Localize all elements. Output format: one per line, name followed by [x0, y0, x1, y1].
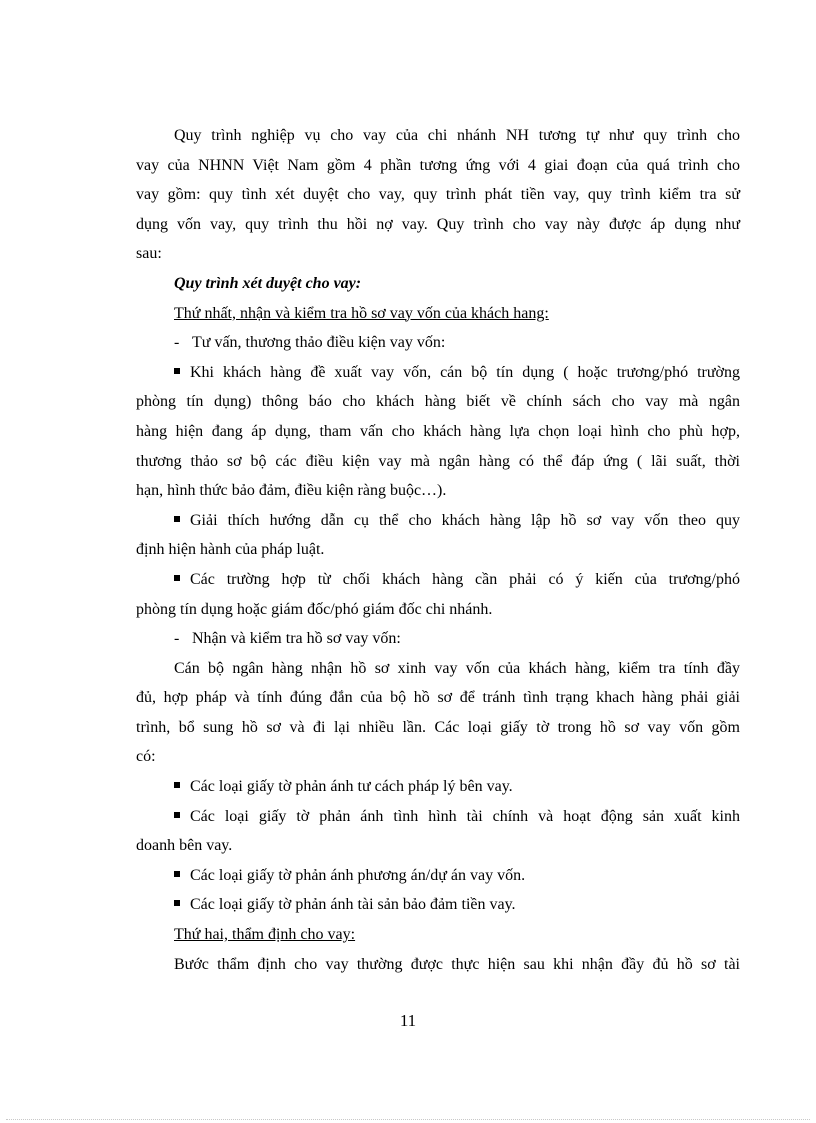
text-line: doanh bên vay. — [136, 837, 233, 855]
bullet-text: Các trường hợp từ chối khách hàng cần phải có ý kiến của trương/phó — [190, 570, 740, 588]
dash-item-text: Tư vấn, thương thảo điều kiện vay vốn: — [192, 334, 446, 352]
bullet-icon — [174, 900, 180, 906]
subheading: Thứ hai, thẩm định cho vay: — [174, 926, 356, 944]
text-line: sau: — [136, 245, 162, 263]
bullet-text: Giải thích hướng dẫn cụ thể cho khách hàng lập hồ sơ vay vốn theo quy — [190, 511, 740, 529]
text-line: thương thảo sơ bộ các điều kiện vay mà ngân hàng có thể đáp ứng ( lãi suất, thời — [136, 452, 740, 470]
bullet-icon — [174, 368, 180, 374]
bullet-icon — [174, 812, 180, 818]
dash-item-text: Nhận và kiểm tra hồ sơ vay vốn: — [192, 630, 401, 648]
dash-marker: - — [174, 630, 180, 648]
text-line: vay gồm: quy tình xét duyệt cho vay, quy trình phát tiền vay, quy trình kiểm tra sử — [136, 186, 740, 204]
bullet-text: Các loại giấy tờ phản ánh tư cách pháp lý bên vay. — [190, 778, 513, 796]
bullet-item — [136, 772, 740, 802]
page-number: 11 — [399, 1011, 417, 1030]
bullet-item-first-line — [136, 802, 740, 832]
text-line: vay của NHNN Việt Nam gồm 4 phần tương ứng với 4 giai đoạn của quá trình cho — [136, 156, 740, 174]
text-line: trình, bổ sung hồ sơ và đi lại nhiều lần. Các loại giấy tờ trong hồ sơ vay vốn gồm — [136, 718, 740, 736]
text-line: Quy trình nghiệp vụ cho vay của chi nhánh NH tương tự như quy trình cho — [174, 127, 740, 144]
bullet-text: Các loại giấy tờ phản ánh phương án/dự án vay vốn. — [190, 866, 526, 884]
bullet-item — [136, 861, 740, 891]
dash-item — [136, 328, 740, 358]
text-line: phòng tín dụng hoặc giám đốc/phó giám đốc chi nhánh. — [136, 600, 493, 618]
text-line: Cán bộ ngân hàng nhận hồ sơ xinh vay vốn của khách hàng, kiểm tra tính đầy — [174, 659, 740, 677]
bullet-icon — [174, 575, 180, 581]
text-line: hạn, hình thức bảo đảm, điều kiện ràng buộc…). — [136, 482, 447, 500]
bullet-text: Các loại giấy tờ phản ánh tình hình tài chính và hoạt động sản xuất kinh — [190, 807, 740, 825]
text-line: đủ, hợp pháp và tính đúng đắn của bộ hồ sơ để tránh tình trạng khach hàng phải giải — [136, 689, 740, 707]
text-line: dụng vốn vay, quy trình thu hồi nợ vay. Quy trình cho vay này được áp dụng như — [136, 215, 740, 233]
bullet-item — [136, 890, 740, 920]
bullet-item-first-line — [136, 565, 740, 595]
subheading-line — [136, 299, 740, 329]
text-line: định hiện hành của pháp luật. — [136, 541, 325, 559]
bullet-text: Khi khách hàng đề xuất vay vốn, cán bộ tín dụng ( hoặc trương/phó trường — [190, 363, 740, 381]
dash-item — [136, 624, 740, 654]
bullet-item-first-line — [136, 358, 740, 388]
bullet-text: Các loại giấy tờ phản ánh tài sản bảo đảm tiền vay. — [190, 896, 516, 914]
text-line: có: — [136, 748, 156, 766]
text-line: hàng hiện đang áp dụng, tham vấn cho khách hàng lựa chọn loại hình cho phù hợp, — [136, 422, 740, 440]
text-line: phòng tín dụng) thông báo cho khách hàng biết về chính sách cho vay mà ngân — [136, 393, 740, 411]
subheading-line — [136, 920, 740, 950]
bullet-item-first-line — [136, 506, 740, 536]
bullet-icon — [174, 782, 180, 788]
subheading: Thứ nhất, nhận và kiểm tra hồ sơ vay vốn của khách hang: — [174, 304, 549, 322]
bullet-icon — [174, 871, 180, 877]
bullet-icon — [174, 516, 180, 522]
page-bottom-divider — [6, 1119, 810, 1120]
section-heading: Quy trình xét duyệt cho vay: — [174, 274, 362, 292]
dash-marker: - — [174, 334, 180, 352]
body-text — [136, 121, 740, 979]
text-line: Bước thẩm định cho vay thường được thực hiện sau khi nhận đầy đủ hồ sơ tài — [174, 955, 740, 973]
